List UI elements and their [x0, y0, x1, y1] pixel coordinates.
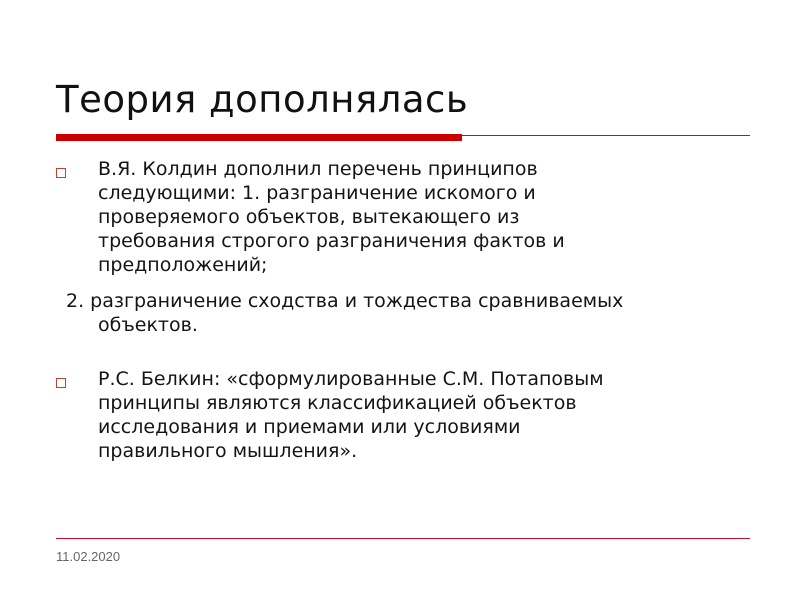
- title-accent-bar: [56, 134, 462, 141]
- paragraph-item-2: [66, 289, 756, 337]
- item-2-continuation: объектов.: [98, 314, 198, 336]
- item-2-first-line: 2. разграничение сходства и тождества сравниваемых: [66, 290, 624, 312]
- footer-date: 11.02.2020: [56, 549, 121, 564]
- square-bullet-icon: [56, 378, 66, 388]
- square-bullet-icon: [56, 168, 66, 178]
- footer-divider: [56, 538, 750, 539]
- paragraph-belkin: Р.С. Белкин: «сформулированные С.М. Потаповым принципы являются классификацией объектов исследования и приемами или условиями правильного мышления».: [98, 368, 604, 462]
- paragraph-koldin: В.Я. Колдин дополнил перечень принципов следующими: 1. разграничение искомого и проверяемого объектов, вытекающего из требования строгого разграничения фактов и предположений;: [98, 158, 565, 276]
- slide-title: Теория дополнялась: [56, 78, 469, 121]
